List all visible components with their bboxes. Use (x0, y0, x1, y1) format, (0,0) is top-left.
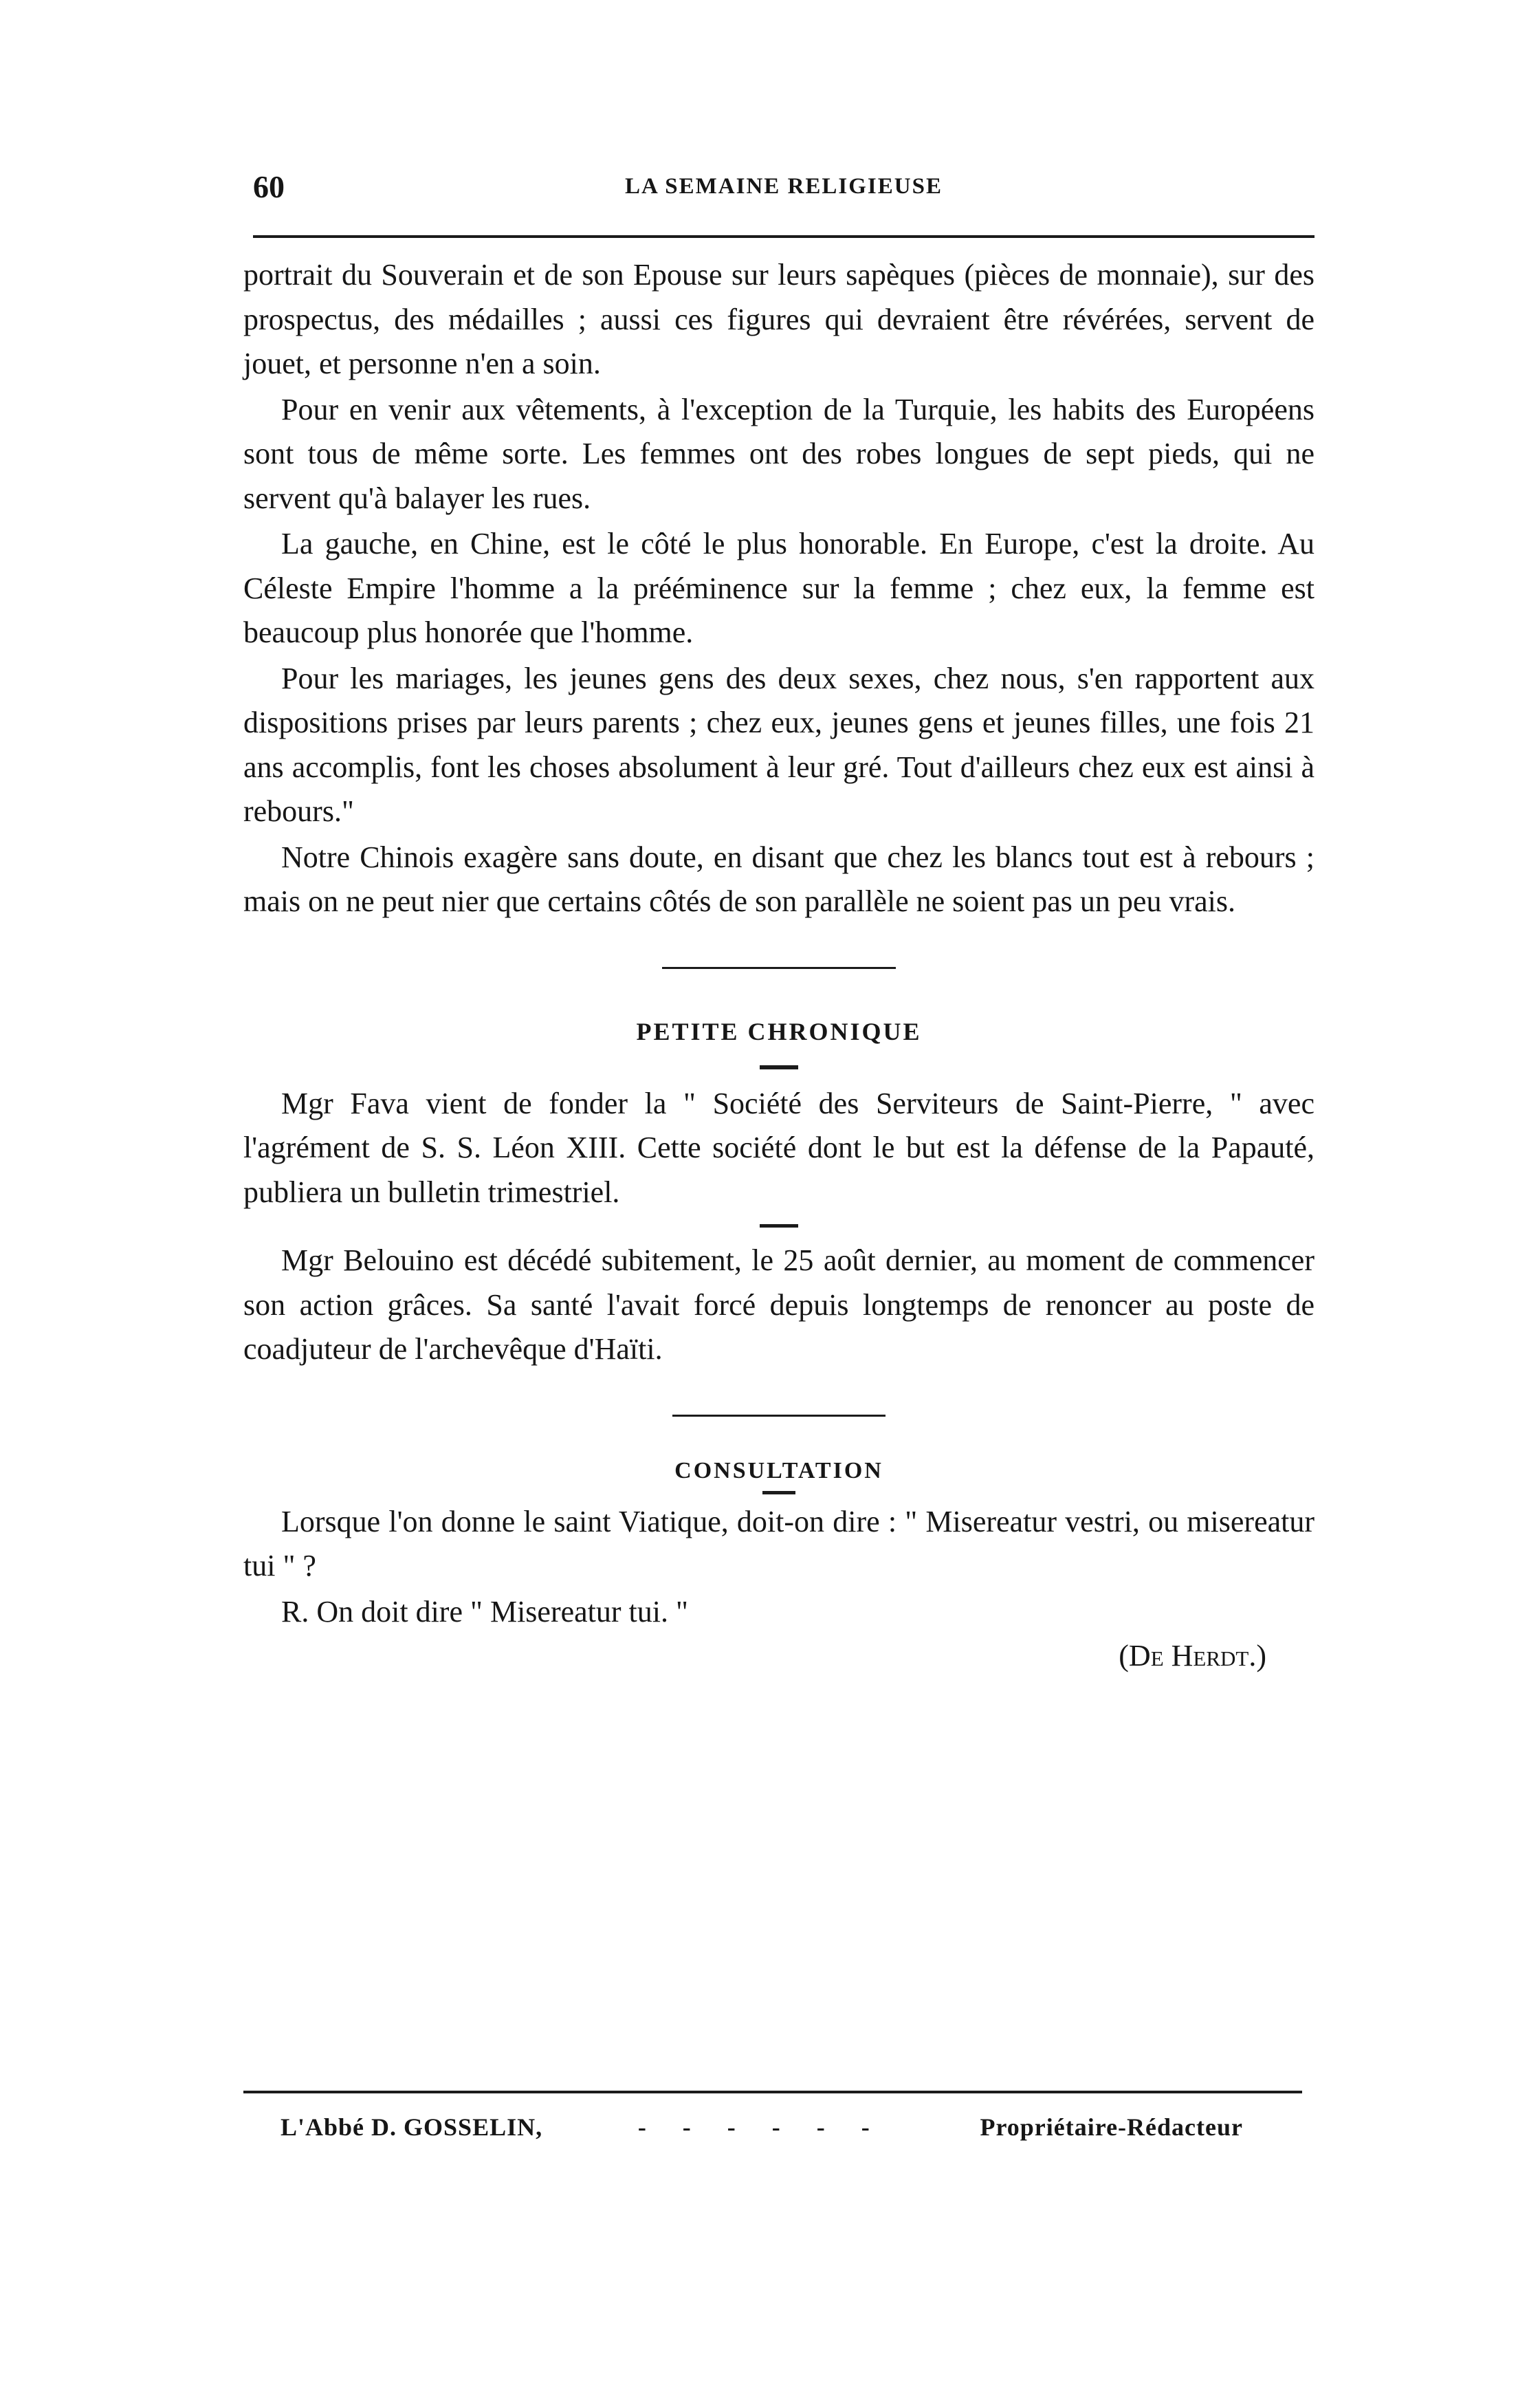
section-divider (672, 1415, 886, 1417)
paragraph: portrait du Souverain et de son Epouse sur leurs sapèques (pièces de monnaie), sur des prospectus, des médailles ; aussi ces figures qui devraient être révérées, servent de jouet, et personne n'en a soin. (243, 258, 1314, 380)
running-title: LA SEMAINE RELIGIEUSE (625, 174, 943, 199)
item-dash (760, 1224, 798, 1228)
footer-author: L'Abbé D. GOSSELIN, (280, 2113, 543, 2141)
header-rule (253, 235, 1314, 238)
section-title-consultation: CONSULTATION (674, 1457, 883, 1483)
article-body (243, 253, 1314, 1678)
consultation-reference: (De Herdt.) (1119, 1639, 1266, 1673)
consultation-question: Lorsque l'on donne le saint Viatique, doit-on dire : " Misereatur vestri, ou misereatur tui " ? (243, 1504, 1314, 1582)
paragraph: Pour les mariages, les jeunes gens des deux sexes, chez nous, s'en rapportent aux dispositions prises par leurs parents ; chez eux, jeunes gens et jeunes filles, une fois 21 ans accomplis, font les choses absolument à leur gré. Tout d'ailleurs chez eux est ainsi à rebours." (243, 661, 1314, 828)
footer-role: Propriétaire-Rédacteur (980, 2113, 1243, 2141)
title-dash (762, 1491, 795, 1494)
paragraph: Pour en venir aux vêtements, à l'exception de la Turquie, les habits des Européens sont tous de même sorte. Les femmes ont des robes longues de sept pieds, qui ne servent qu'à balayer les rues. (243, 392, 1314, 515)
section-divider (662, 967, 896, 969)
page-footer (280, 2113, 1243, 2142)
chronique-item: Mgr Fava vient de fonder la " Société des Serviteurs de Saint-Pierre, " avec l'agrément de S. S. Léon XIII. Cette société dont le but est la défense de la Papauté, publiera un bulletin trimestriel. (243, 1086, 1314, 1209)
consultation-answer: R. On doit dire " Misereatur tui. " (281, 1594, 688, 1629)
title-dash (760, 1065, 798, 1069)
chronique-item: Mgr Belouino est décédé subitement, le 25 août dernier, au moment de commencer son action grâces. Sa santé l'avait forcé depuis longtemps de renoncer au poste de coadjuteur de l'archevêque d'Haïti. (243, 1243, 1314, 1366)
page-number: 60 (253, 169, 285, 204)
page-header (253, 168, 1314, 210)
paragraph: Notre Chinois exagère sans doute, en disant que chez les blancs tout est à rebours ; mais on ne peut nier que certains côtés de son parallèle ne soient pas un peu vrais. (243, 840, 1314, 918)
section-title-petite-chronique: PETITE CHRONIQUE (636, 1017, 922, 1045)
paragraph: La gauche, en Chine, est le côté le plus honorable. En Europe, c'est la droite. Au Céleste Empire l'homme a la prééminence sur la femme ; chez eux, la femme est beaucoup plus honorée que l'homme. (243, 527, 1314, 649)
footer-dashes: - - - - - - (637, 2113, 885, 2141)
footer-rule (243, 2091, 1302, 2093)
